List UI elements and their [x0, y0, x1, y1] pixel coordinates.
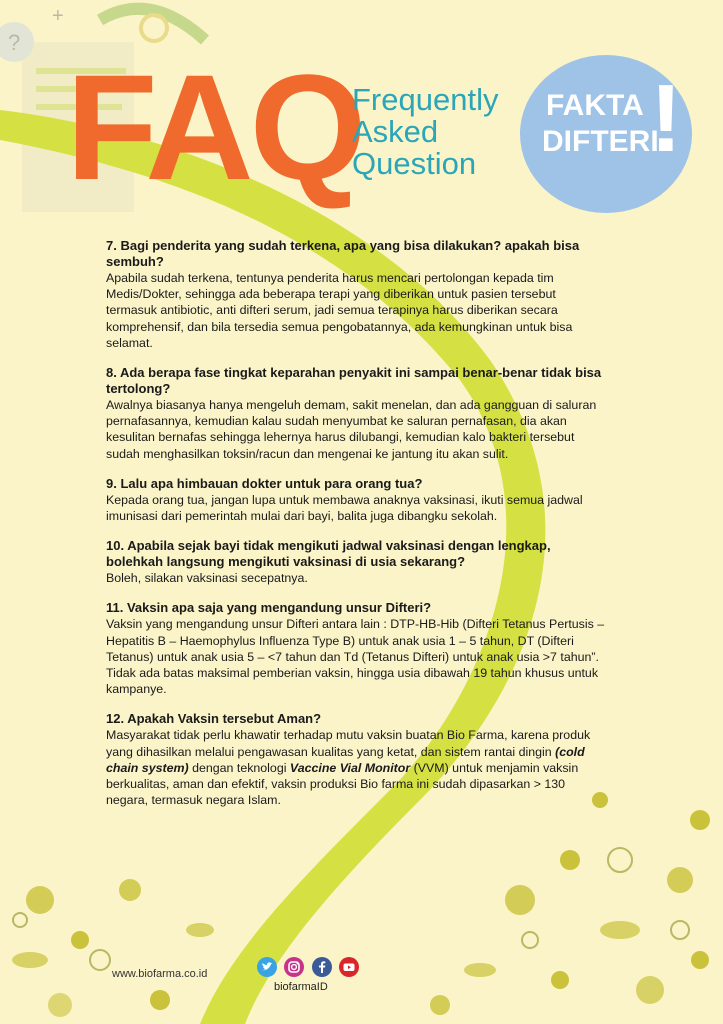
faq-question: 9. Lalu apa himbauan dokter untuk para orang tua?: [106, 475, 423, 491]
website-link[interactable]: www.biofarma.co.id: [112, 968, 208, 980]
faq-item-8: [106, 365, 606, 462]
instagram-icon[interactable]: [284, 957, 304, 977]
faq-item-11: [106, 600, 606, 697]
subtitle-line: Frequently: [352, 82, 499, 117]
facebook-icon[interactable]: [312, 957, 332, 977]
svg-text:+: +: [52, 5, 64, 27]
badge-line-difteri: DIFTERI: [542, 125, 659, 158]
twitter-icon[interactable]: [257, 957, 277, 977]
faq-question: 10. Apabila sejak bayi tidak mengikuti jadwal vaksinasi dengan lengkap, bolehkah langsung mengikuti vaksinasi di usia sekarang?: [106, 538, 551, 570]
faq-title: FAQ: [66, 43, 363, 211]
faq-question: 11. Vaksin apa saja yang mengandung unsur Difteri?: [106, 600, 432, 616]
faq-answer: Apabila sudah terkena, tentunya penderita harus mencari pertolongan kepada tim Medis/Dokter, sehingga ada beberapa terapi yang diberikan untuk pasien tersebut termasuk antibiotic, anti difteri serum, jadi semua terapinya harus diberikan secara komprehensif, dan bila tersedia semua pengobatannya, ada kemungkinan untuk bisa selamat.: [106, 271, 573, 350]
faq-item-10: [106, 538, 606, 586]
faq-question: 7. Bagi penderita yang sudah terkena, apa yang bisa dilakukan? apakah bisa sembuh?: [106, 238, 580, 269]
subtitle-line: Question: [352, 146, 477, 181]
youtube-icon[interactable]: [339, 957, 359, 977]
faq-answer: Kepada orang tua, jangan lupa untuk membawa anaknya vaksinasi, ikuti semua jadwal imunisasi dari pemerintah mulai dari bayi, balita juga dibangku sekolah.: [106, 492, 583, 524]
faq-item-7: [106, 238, 606, 351]
answer-text: Masyarakat tidak perlu khawatir terhadap mutu vaksin buatan Bio Farma, karena produk yang dihasilkan melalui pengawasan kualitas yang ketat, dan sistem rantai dingin: [106, 728, 591, 759]
svg-text:?: ?: [8, 30, 21, 55]
faq-answer: Boleh, silakan vaksinasi secepatnya.: [106, 571, 308, 586]
faq-item-12: [106, 711, 606, 808]
faq-answer: [106, 727, 606, 808]
fakta-difteri-badge: [520, 55, 692, 213]
subtitle: [352, 84, 498, 180]
badge-line-fakta: FAKTA: [546, 89, 644, 122]
social-handle: biofarmaID: [274, 981, 328, 993]
faq-item-9: [106, 476, 606, 524]
answer-emphasis: (cold chain system): [106, 744, 585, 775]
answer-text: dengan teknologi: [188, 760, 290, 775]
social-icons: [257, 957, 362, 979]
faq-question: 12. Apakah Vaksin tersebut Aman?: [106, 711, 322, 727]
exclamation-mark: !: [650, 65, 682, 172]
faq-question: 8. Ada berapa fase tingkat keparahan penyakit ini sampai benar-benar tidak bisa tertolong?: [106, 365, 602, 397]
faq-list: [106, 238, 606, 822]
faq-answer: Vaksin yang mengandung unsur Difteri antara lain : DTP-HB-Hib (Difteri Tetanus Pertusis – Hepatitis B – Haemophylus Influenza Type B) untuk anak usia 1 – 5 tahun, DT (Difteri Tetanus) untuk anak usia 5 – <7 tahun dan Td (Tetanus Difteri) untuk anak usia >7 tahun”. Tidak ada batas maksimal pemberian vaksin, hingga usia dibawah 19 tahun khusus untuk kampanye.: [106, 617, 605, 697]
subtitle-line: Asked: [352, 114, 439, 149]
answer-emphasis: Vaccine Vial Monitor: [289, 760, 411, 775]
faq-answer: Awalnya biasanya hanya mengeluh demam, sakit menelan, dan ada gangguan di saluran pernafasannya, kemudian kalau sudah menyumbat ke saluran pernafasan, dia akan kesulitan bernafas sehingga lehernya harus dilubangi, kemudian kalo bakteri tersebut sudah menghasilkan toksin/racun dan mengenai ke jantung itu akan sulit.: [106, 398, 597, 461]
answer-text: (VVM) untuk menjamin vaksin berkualitas, aman dan efektif, vaksin produksi Bio farma ini sudah dipasarkan > 130 negara, termasuk negara Islam.: [106, 760, 579, 808]
